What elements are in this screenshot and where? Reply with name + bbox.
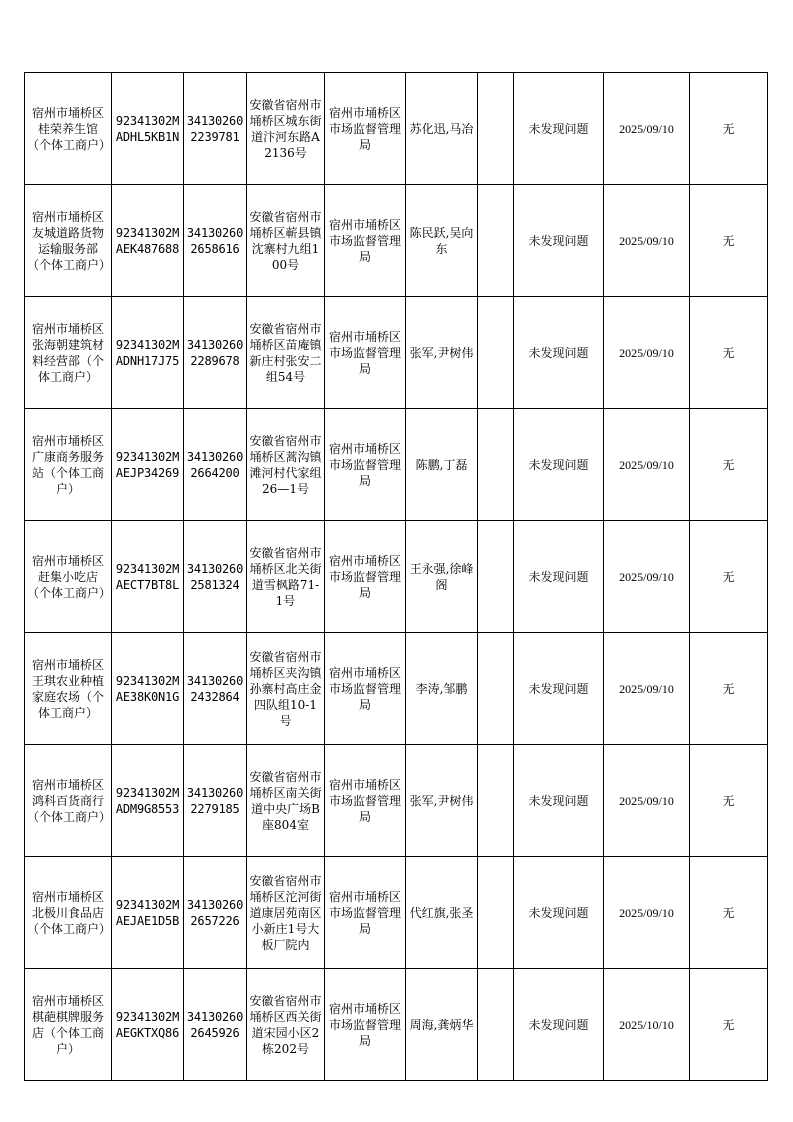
credit-code-cell: 92341302MADHL5KB1N [112,73,184,185]
blank-cell [478,185,514,297]
credit-code-cell: 92341302MAEK487688 [112,185,184,297]
address-cell: 安徽省宿州市埇桥区沱河街道康居苑南区小新庄1号大板厂院内 [247,857,325,969]
blank-cell [478,857,514,969]
address-cell: 安徽省宿州市埇桥区南关街道中央广场B座804室 [247,745,325,857]
authority-cell: 宿州市埇桥区市场监督管理局 [325,297,406,409]
date-cell: 2025/09/10 [604,745,690,857]
date-cell: 2025/09/10 [604,633,690,745]
authority-cell: 宿州市埇桥区市场监督管理局 [325,185,406,297]
registration-number-cell: 341302602289678 [184,297,247,409]
registration-number-cell: 341302602657226 [184,857,247,969]
authority-cell: 宿州市埇桥区市场监督管理局 [325,745,406,857]
credit-code-cell: 92341302MAEGKTXQ86 [112,969,184,1081]
result-cell: 未发现问题 [514,185,604,297]
registration-number-cell: 341302602581324 [184,521,247,633]
address-cell: 安徽省宿州市埇桥区西关街道宋园小区2栋202号 [247,969,325,1081]
address-cell: 安徽省宿州市埇桥区蕲县镇沈寨村九组100号 [247,185,325,297]
blank-cell [478,73,514,185]
inspectors-cell: 周海,龚炳华 [406,969,478,1081]
table-row [25,297,768,409]
registration-number-cell: 341302602239781 [184,73,247,185]
table-row [25,745,768,857]
address-cell: 安徽省宿州市埇桥区城东街道汴河东路A2136号 [247,73,325,185]
authority-cell: 宿州市埇桥区市场监督管理局 [325,969,406,1081]
remark-cell: 无 [690,745,768,857]
authority-cell: 宿州市埇桥区市场监督管理局 [325,73,406,185]
remark-cell: 无 [690,185,768,297]
inspectors-cell: 李涛,邹鹏 [406,633,478,745]
business-name-cell: 宿州市埇桥区张海朝建筑材料经营部（个体工商户） [25,297,112,409]
blank-cell [478,745,514,857]
date-cell: 2025/09/10 [604,409,690,521]
result-cell: 未发现问题 [514,297,604,409]
result-cell: 未发现问题 [514,857,604,969]
registration-number-cell: 341302602645926 [184,969,247,1081]
remark-cell: 无 [690,969,768,1081]
business-name-cell: 宿州市埇桥区王琪农业种植家庭农场（个体工商户） [25,633,112,745]
table-row [25,409,768,521]
inspectors-cell: 陈民跃,吴向东 [406,185,478,297]
blank-cell [478,409,514,521]
credit-code-cell: 92341302MAECT7BT8L [112,521,184,633]
date-cell: 2025/09/10 [604,857,690,969]
date-cell: 2025/09/10 [604,73,690,185]
remark-cell: 无 [690,409,768,521]
remark-cell: 无 [690,297,768,409]
business-name-cell: 宿州市埇桥区赶集小吃店（个体工商户） [25,521,112,633]
result-cell: 未发现问题 [514,969,604,1081]
authority-cell: 宿州市埇桥区市场监督管理局 [325,409,406,521]
business-name-cell: 宿州市埇桥区广康商务服务站（个体工商户） [25,409,112,521]
result-cell: 未发现问题 [514,633,604,745]
table-row [25,969,768,1081]
business-name-cell: 宿州市埇桥区北极川食品店（个体工商户） [25,857,112,969]
result-cell: 未发现问题 [514,745,604,857]
result-cell: 未发现问题 [514,521,604,633]
business-name-cell: 宿州市埇桥区棋葩棋牌服务店（个体工商户） [25,969,112,1081]
business-name-cell: 宿州市埇桥区友城道路货物运输服务部（个体工商户） [25,185,112,297]
records-body [25,73,768,1081]
table-row [25,521,768,633]
inspectors-cell: 苏化迅,马冶 [406,73,478,185]
date-cell: 2025/09/10 [604,521,690,633]
registration-number-cell: 341302602432864 [184,633,247,745]
registration-number-cell: 341302602658616 [184,185,247,297]
inspectors-cell: 张军,尹树伟 [406,745,478,857]
remark-cell: 无 [690,521,768,633]
authority-cell: 宿州市埇桥区市场监督管理局 [325,521,406,633]
table-row [25,73,768,185]
registration-number-cell: 341302602664200 [184,409,247,521]
inspectors-cell: 张军,尹树伟 [406,297,478,409]
table-row [25,185,768,297]
address-cell: 安徽省宿州市埇桥区夹沟镇孙寨村高庄金四队组10-1号 [247,633,325,745]
result-cell: 未发现问题 [514,73,604,185]
authority-cell: 宿州市埇桥区市场监督管理局 [325,633,406,745]
registration-number-cell: 341302602279185 [184,745,247,857]
remark-cell: 无 [690,633,768,745]
inspectors-cell: 陈鹏,丁磊 [406,409,478,521]
authority-cell: 宿州市埇桥区市场监督管理局 [325,857,406,969]
remark-cell: 无 [690,857,768,969]
address-cell: 安徽省宿州市埇桥区蒿沟镇滩河村代家组26—1号 [247,409,325,521]
credit-code-cell: 92341302MAEJP34269 [112,409,184,521]
blank-cell [478,969,514,1081]
date-cell: 2025/09/10 [604,297,690,409]
date-cell: 2025/09/10 [604,185,690,297]
table-row [25,857,768,969]
inspectors-cell: 代红旗,张圣 [406,857,478,969]
credit-code-cell: 92341302MAE38K0N1G [112,633,184,745]
credit-code-cell: 92341302MAEJAE1D5B [112,857,184,969]
result-cell: 未发现问题 [514,409,604,521]
credit-code-cell: 92341302MADNH17J75 [112,297,184,409]
blank-cell [478,633,514,745]
blank-cell [478,521,514,633]
address-cell: 安徽省宿州市埇桥区苗庵镇新庄村张安二组54号 [247,297,325,409]
date-cell: 2025/10/10 [604,969,690,1081]
business-name-cell: 宿州市埇桥区鸿科百货商行（个体工商户） [25,745,112,857]
remark-cell: 无 [690,73,768,185]
inspectors-cell: 王永强,徐峰阁 [406,521,478,633]
inspection-records-table [24,72,768,1081]
blank-cell [478,297,514,409]
business-name-cell: 宿州市埇桥区桂荣养生馆（个体工商户） [25,73,112,185]
address-cell: 安徽省宿州市埇桥区北关街道雪枫路71-1号 [247,521,325,633]
table-row [25,633,768,745]
credit-code-cell: 92341302MADM9G8553 [112,745,184,857]
